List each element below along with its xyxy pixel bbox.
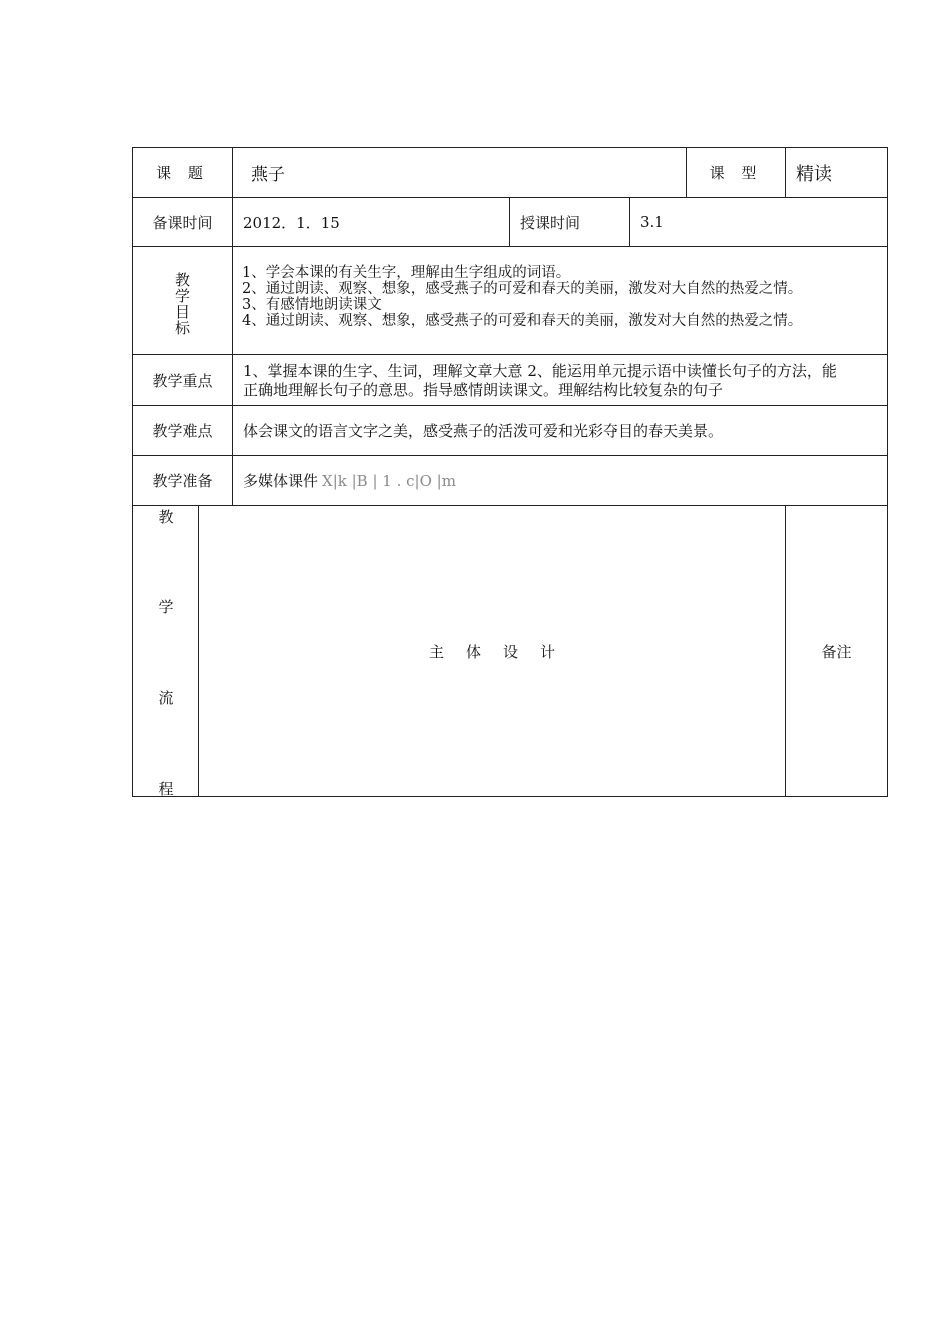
type-value-cell (785, 147, 888, 198)
key-points-label: 教学重点 (152, 371, 213, 390)
difficulties-label-cell (132, 405, 233, 456)
objectives-value-cell (232, 246, 888, 355)
type-label-cell (686, 147, 786, 198)
key-points-label-cell (132, 354, 233, 406)
objective-item: 3、有感情地朗读课文 (242, 297, 382, 313)
prep-time-label: 备课时间 (152, 213, 213, 232)
difficulties-value-cell (232, 405, 888, 456)
objectives-label-char: 教 (174, 270, 190, 289)
prep-time-label-cell (132, 197, 233, 247)
prep-time-value: 2012．1．15 (243, 213, 340, 232)
objectives-label-char: 目 (174, 302, 190, 321)
topic-label: 课 题 (156, 164, 209, 182)
difficulties-value: 体会课文的语言文字之美，感受燕子的活泼可爱和光彩夺目的春天美景。 (243, 422, 724, 440)
type-value: 精读 (796, 163, 832, 185)
teach-time-label: 授课时间 (520, 213, 581, 232)
objective-item: 1、学会本课的有关生字，理解由生字组成的词语。 (242, 265, 571, 281)
process-label-char: 程 (158, 780, 174, 798)
process-label-char: 流 (158, 689, 174, 707)
main-design-label: 主体设计 (428, 642, 577, 661)
objectives-label-cell (132, 246, 233, 355)
objective-item: 4、通过朗读、观察、想象，感受燕子的可爱和春天的美丽，激发对大自然的热爱之情。 (242, 313, 803, 329)
topic-value-cell (232, 147, 687, 198)
key-points-line: 1、掌握本课的生字、生词，理解文章大意 2、能运用单元提示语中读懂长句子的方法，能 (243, 362, 837, 380)
process-label-char: 教 (158, 508, 174, 526)
process-label-cell (132, 505, 199, 797)
preparation-label: 教学准备 (152, 472, 213, 490)
objectives-label-char: 学 (174, 286, 190, 305)
lesson-plan-table (132, 147, 888, 797)
preparation-value-cell (232, 455, 888, 506)
teach-time-value: 3.1 (640, 213, 664, 231)
notes-cell (785, 505, 888, 797)
preparation-label-cell (132, 455, 233, 506)
teach-time-label-cell (509, 197, 630, 247)
prep-time-value-cell (232, 197, 510, 247)
process-label-char: 学 (158, 598, 174, 616)
key-points-value-cell (232, 354, 888, 406)
type-label: 课 型 (709, 164, 763, 182)
objective-item: 2、通过朗读、观察、想象，感受燕子的可爱和春天的美丽，激发对大自然的热爱之情。 (242, 281, 803, 297)
watermark-text: X|k |B | 1 . c|O |m (322, 471, 456, 490)
main-design-cell (198, 505, 786, 797)
teach-time-value-cell (629, 197, 888, 247)
notes-label: 备注 (821, 642, 852, 661)
objectives-label-char: 标 (174, 318, 190, 337)
key-points-line: 正确地理解长句子的意思。指导感情朗读课文。理解结构比较复杂的句子 (243, 381, 724, 399)
topic-value: 燕子 (251, 165, 285, 185)
difficulties-label: 教学难点 (152, 422, 213, 440)
preparation-value: 多媒体课件 (243, 472, 319, 490)
topic-label-cell (132, 147, 233, 198)
